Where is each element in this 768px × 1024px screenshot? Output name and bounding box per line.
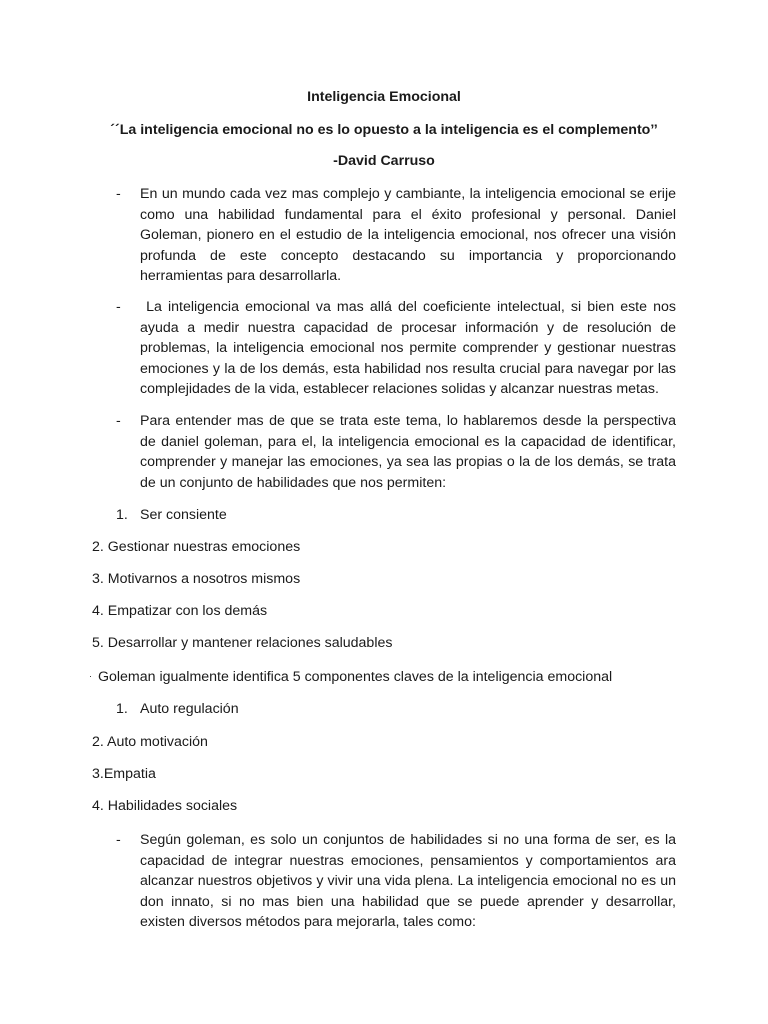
bullet-marker: - xyxy=(116,413,121,429)
list-text: Ser consiente xyxy=(140,507,227,523)
bullet-marker: - xyxy=(116,299,121,315)
epigraph-quote: ´´La inteligencia emocional no es lo opuesto a la inteligencia es el complemento’’ xyxy=(110,122,658,138)
list-item: 2. Auto motivación xyxy=(92,734,208,750)
list-item: 3.Empatia xyxy=(92,766,156,782)
list-item: 5. Desarrollar y mantener relaciones saludables xyxy=(92,635,393,651)
list-item: 2. Gestionar nuestras emociones xyxy=(92,539,301,555)
bullet-marker: - xyxy=(116,186,121,202)
bullet-text: Para entender mas de que se trata este tema, lo hablaremos desde la perspectiva de daniel goleman, para el, la inteligencia emocional es la capacidad de identificar, comprender y manejar las emociones, ya sea las propias o la de los demás, se trata de un conjunto de habilidades que nos permiten: xyxy=(140,413,676,491)
list-item: 4. Empatizar con los demás xyxy=(92,603,268,619)
list-item: 3. Motivarnos a nosotros mismos xyxy=(92,571,301,587)
components-intro-text: Goleman igualmente identifica 5 componentes claves de la inteligencia emocional xyxy=(97,669,613,685)
bullet-text: Según goleman, es solo un conjuntos de habilidades si no una forma de ser, es la capacidad de integrar nuestras emociones, pensamientos y comportamientos ara alcanzar nuestros objetivos y vivir una vida plena. La inteligencia emocional no es un don innato, si no mas bien una habilidad que se puede aprender y desarrollar, existen diversos métodos para mejorarla, tales como: xyxy=(140,832,676,930)
list-number: 1. xyxy=(116,701,128,717)
bullet-text: La inteligencia emocional va mas allá del coeficiente intelectual, si bien este nos ayuda a medir nuestra capacidad de procesar información y de resolución de problemas, la inteligencia emocional nos permite comprender y gestionar nuestras emociones y la de los demás, esta habilidad nos resulta crucial para navegar por las complejidades de la vida, establecer relaciones solidas y alcanzar nuestras metas. xyxy=(140,299,680,397)
bullet-marker: · xyxy=(89,671,92,681)
epigraph-author: -David Carruso xyxy=(333,153,435,169)
bullet-text: En un mundo cada vez mas complejo y cambiante, la inteligencia emocional se erije como una habilidad fundamental para el éxito profesional y personal. Daniel Goleman, pionero en el estudio de la inteligencia emocional, nos ofrecer una visión profunda de este concepto destacando su importancia y proporcionando herramientas para desarrollarla. xyxy=(140,186,676,284)
document-title: Inteligencia Emocional xyxy=(307,89,461,105)
list-number: 1. xyxy=(116,507,128,523)
components-intro xyxy=(89,667,612,686)
list-item: 4. Habilidades sociales xyxy=(92,798,238,814)
list-text: Auto regulación xyxy=(140,701,239,717)
bullet-marker: - xyxy=(116,832,121,848)
